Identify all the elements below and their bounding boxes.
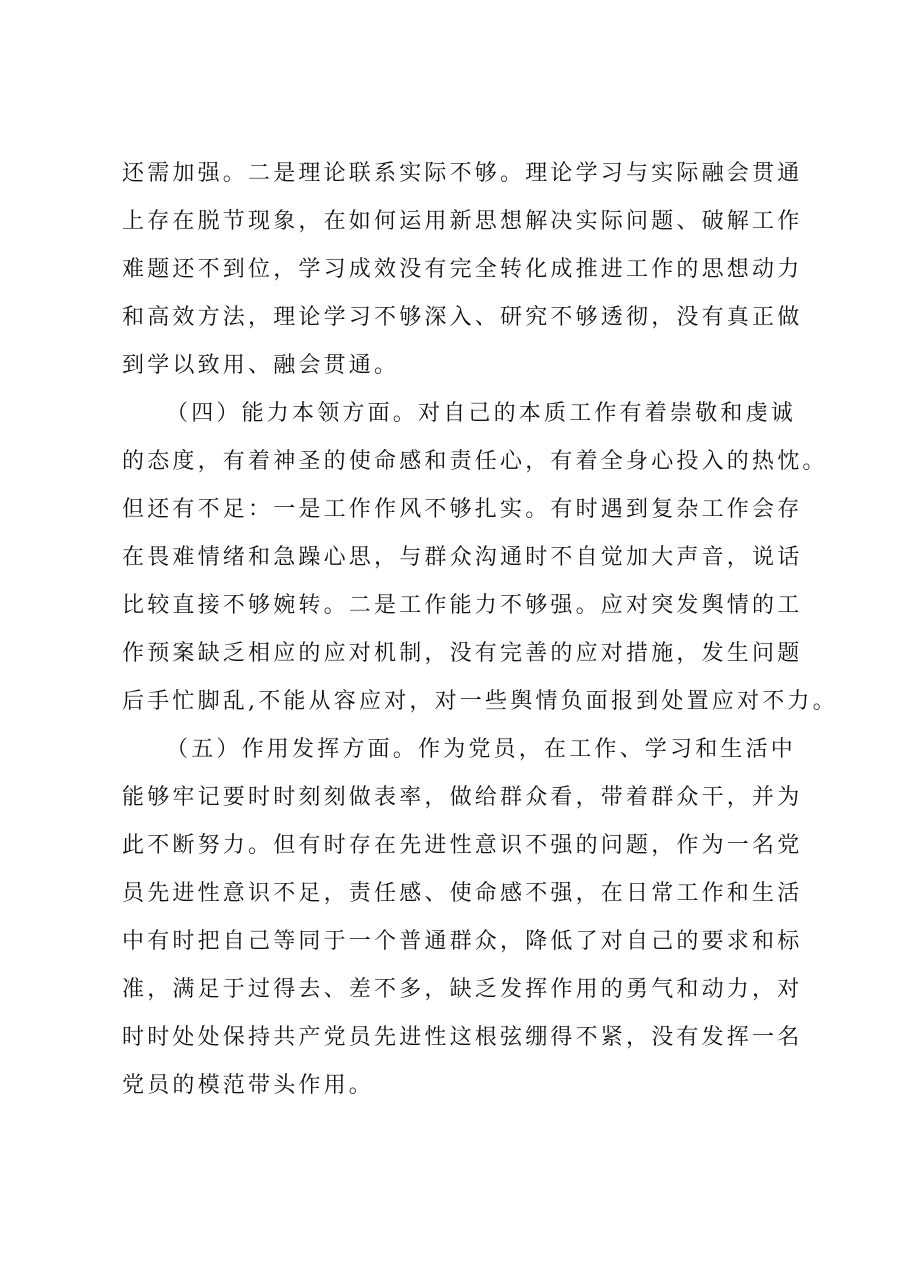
text-line: 但还有不足：一是工作作风不够扎实。有时遇到复杂工作会存 (122, 497, 803, 522)
text-line: 到学以致用、融会贯通。 (122, 353, 400, 378)
text-line: 此不断努力。但有时存在先进性意识不强的问题，作为一名党 (122, 833, 803, 858)
paragraph-section-5 (122, 726, 807, 1110)
section-heading-line: （五）作用发挥方面。作为党员，在工作、学习和生活中 (166, 737, 797, 762)
text-line: 后手忙脚乱,不能从容应对，对一些舆情负面报到处置应对不力。 (122, 689, 838, 714)
text-line: 比较直接不够婉转。二是工作能力不够强。应对突发舆情的工 (122, 593, 803, 618)
section-heading-line: （四）能力本领方面。对自己的本质工作有着崇敬和虔诚 (166, 401, 797, 426)
text-line: 上存在脱节现象，在如何运用新思想解决实际问题、破解工作 (122, 209, 803, 234)
text-line: 时时处处保持共产党员先进性这根弦绷得不紧，没有发挥一名 (122, 1025, 803, 1050)
text-line: 能够牢记要时时刻刻做表率，做给群众看，带着群众干，并为 (122, 785, 803, 810)
text-line: 中有时把自己等同于一个普通群众，降低了对自己的要求和标 (122, 929, 803, 954)
text-line: 员先进性意识不足，责任感、使命感不强，在日常工作和生活 (122, 881, 803, 906)
paragraph-section-4 (122, 390, 838, 726)
text-line: 还需加强。二是理论联系实际不够。理论学习与实际融会贯通 (122, 161, 803, 186)
document-page (122, 150, 838, 1110)
text-line: 作预案缺乏相应的应对机制，没有完善的应对措施，发生问题 (122, 641, 803, 666)
paragraph-continuation (122, 150, 807, 390)
text-line: 的态度，有着神圣的使命感和责任心，有着全身心投入的热忱。 (122, 449, 828, 474)
text-line: 在畏难情绪和急躁心思，与群众沟通时不自觉加大声音，说话 (122, 545, 803, 570)
text-line: 准，满足于过得去、差不多，缺乏发挥作用的勇气和动力，对 (122, 977, 803, 1002)
text-line: 党员的模范带头作用。 (122, 1073, 375, 1098)
text-line: 难题还不到位，学习成效没有完全转化成推进工作的思想动力 (122, 257, 803, 282)
text-line: 和高效方法，理论学习不够深入、研究不够透彻，没有真正做 (122, 305, 803, 330)
